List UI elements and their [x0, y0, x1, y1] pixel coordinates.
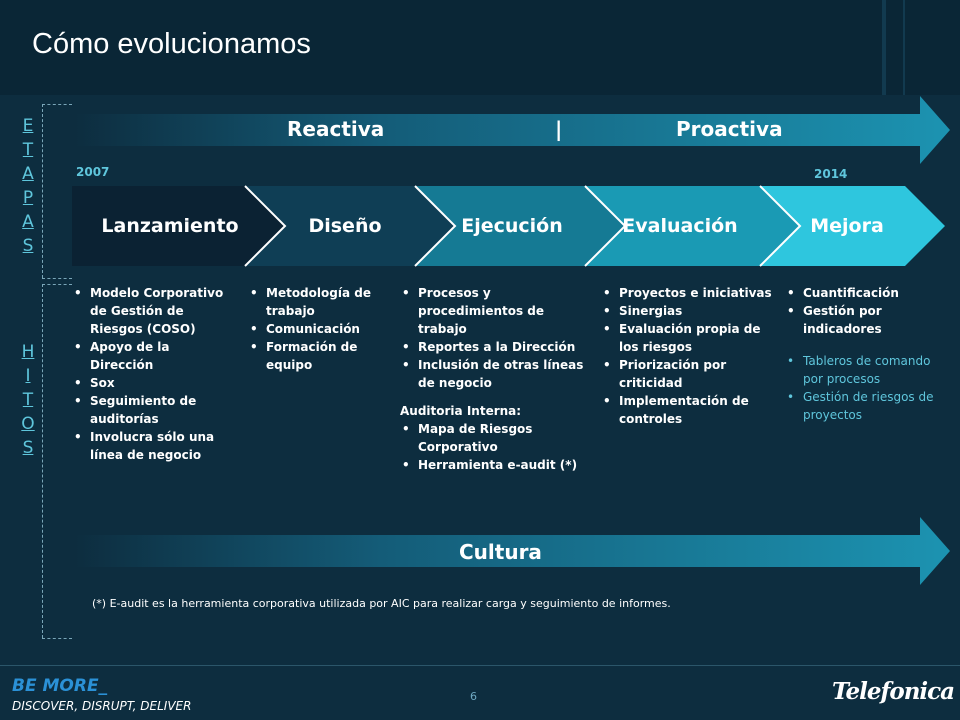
etapas-letter: S	[22, 236, 34, 256]
list-item: • Sinergias	[619, 302, 779, 320]
hitos-letter: S	[22, 438, 34, 458]
stage-lanzamiento-label: Lanzamiento	[101, 215, 239, 237]
list-item: • Inclusión de otras líneas de negocio	[418, 356, 595, 392]
list-item: • Implementación de controles	[619, 392, 779, 428]
list-item: • Procesos y procedimientos de trabajo	[418, 284, 595, 338]
list-item: • Mapa de Riesgos Corporativo	[418, 420, 595, 456]
list-item: • Seguimiento de auditorías	[90, 392, 232, 428]
list-item: • Involucra sólo una línea de negocio	[90, 428, 232, 464]
footnote: (*) E-audit es la herramienta corporativa utilizada por AIC para realizar carga y seguimiento de informes.	[92, 597, 671, 610]
list-item: • Priorización por criticidad	[619, 356, 779, 392]
year-start: 2007	[76, 165, 110, 179]
etapas-letter: T	[22, 140, 34, 160]
list-item: • Formación de equipo	[266, 338, 383, 374]
brand-tagline: DISCOVER, DISRUPT, DELIVER	[12, 699, 192, 713]
cultura-label: Cultura	[459, 540, 542, 564]
reactiva-label: Reactiva	[287, 117, 385, 141]
year-end: 2014	[814, 167, 848, 181]
telefonica-logo: Telefonica	[832, 678, 955, 705]
auditoria-interna-heading: Auditoria Interna:	[400, 404, 522, 418]
list-item: • Sox	[90, 374, 232, 392]
hitos-letter: T	[22, 390, 34, 410]
arrow-divider-label: |	[555, 117, 563, 141]
page-title: Cómo evolucionamos	[32, 28, 311, 60]
list-item: • Cuantificación	[803, 284, 945, 302]
stage-mejora-label: Mejora	[810, 215, 884, 237]
reactiva-proactiva-arrow	[75, 96, 950, 164]
footer-divider	[0, 665, 960, 666]
hitos-letter: O	[21, 414, 35, 434]
list-item: • Proyectos e iniciativas	[619, 284, 779, 302]
hitos-letter: H	[21, 342, 35, 362]
stage-ejecucion-label: Ejecución	[461, 215, 563, 237]
list-item: • Gestión por indicadores	[803, 302, 945, 338]
etapas-letter: E	[22, 116, 34, 136]
page-number: 6	[470, 690, 477, 703]
stage-diseno-label: Diseño	[308, 215, 382, 237]
list-item: • Evaluación propia de los riesgos	[619, 320, 779, 356]
proactiva-label: Proactiva	[676, 117, 783, 141]
hitos-diseno	[248, 284, 383, 374]
list-item: • Apoyo de la Dirección	[90, 338, 232, 374]
list-item: • Herramienta e-audit (*)	[418, 456, 595, 474]
hitos-ejecucion	[400, 284, 595, 474]
hitos-lanzamiento	[72, 284, 232, 464]
list-item: • Metodología de trabajo	[266, 284, 383, 320]
hitos-letter: I	[25, 366, 31, 386]
list-item: • Tableros de comando por procesos	[803, 352, 945, 388]
etapas-letter: P	[22, 188, 34, 208]
brand-slogan: BE MORE_	[12, 676, 108, 696]
etapas-letter: A	[22, 212, 34, 232]
list-item: • Gestión de riesgos de proyectos	[803, 388, 945, 424]
list-item: • Modelo Corporativo de Gestión de Riesgos (COSO)	[90, 284, 232, 338]
list-item: • Reportes a la Dirección	[418, 338, 595, 356]
hitos-evaluacion	[601, 284, 779, 428]
stage-evaluacion-label: Evaluación	[622, 215, 738, 237]
list-item: • Comunicación	[266, 320, 383, 338]
etapas-letter: A	[22, 164, 34, 184]
hitos-mejora	[785, 284, 945, 424]
